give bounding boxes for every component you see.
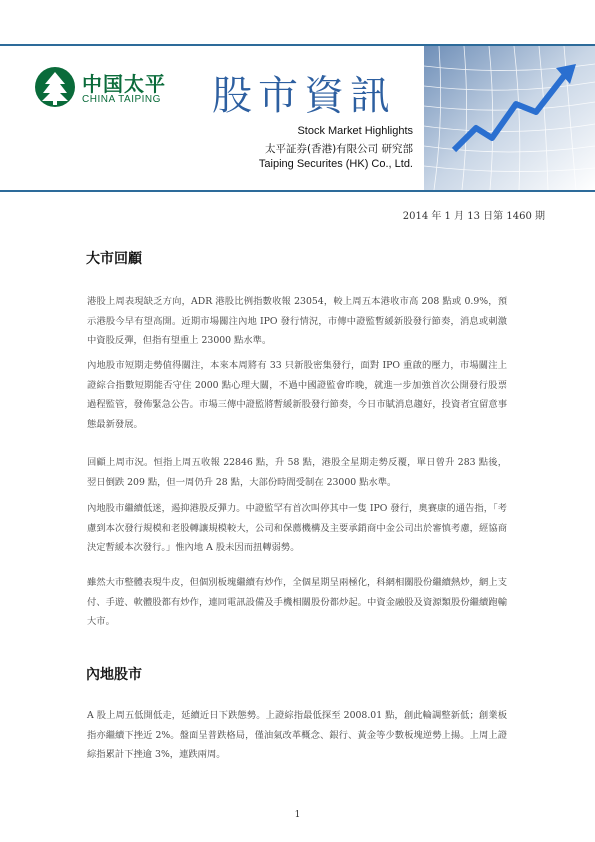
- section-heading: 大市回顧: [86, 251, 142, 267]
- rising-chart-graphic: [424, 46, 595, 190]
- paragraph: 港股上周表現缺乏方向，ADR 港股比例指數收報 23054，較上周五本港收市高 208 點或 0.9%，預示港股今早有望高開。近期市場關注內地 IPO 發行情況，市傳中證監暫緩新股發行節奏，消息或刺激中資股反彈，但指有望重上 23000 點水準。: [87, 296, 507, 347]
- company-logo: [34, 66, 194, 116]
- paragraph: 內地股市繼續低迷，遏抑港股反彈力。中證監罕有首次叫停其中一隻 IPO 發行，奧賽康的通告指，「考慮到本次發行規模和老股轉讓規模較大，公司和保薦機構及主要承銷商中金公司出於審慎考慮，經協商決定暫緩本次發行。」惟內地 A 股未因而扭轉弱勢。: [87, 503, 507, 554]
- issue-date: 2014 年 1 月 13 日第 1460 期: [402, 211, 545, 222]
- section-heading: 內地股市: [86, 667, 142, 683]
- logo-english-name: CHINA TAIPING: [82, 94, 161, 105]
- company-name-english: Taiping Securites (HK) Co., Ltd.: [258, 158, 413, 170]
- paragraph: 雖然大市整體表現牛皮，但個別板塊繼續有炒作，全個星期呈兩極化，科網相關股份繼續熱炒，網上支付、手遊、軟體股都有炒作，連同電訊設備及手機相關股份都炒起。中資金融股及資源類股份繼續跑輸大市。: [87, 577, 507, 628]
- publication-title: 股市資訊: [212, 73, 396, 119]
- paragraph: 回顧上周市況。恒指上周五收報 22846 點，升 58 點，港股全星期走勢反覆，單日曾升 283 點後，翌日倒跌 209 點，但一周仍升 28 點，大部份時間受制在 23000 點水準。: [87, 457, 507, 488]
- logo-chinese-name: 中国太平: [82, 72, 166, 96]
- paragraph: 內地股市短期走勢值得關注，本來本周將有 33 只新股密集發行，面對 IPO 重啟的壓力，市場關注上證綜合指數短期能否守住 2000 點心理大關，不過中國證監會昨晚，就進一步加強首次公開發行股票過程監管，發佈緊急公告。市場三傳中證監將暫緩新股發行節奏，今日市賦消息趨好，投資者宜留意事態最新發展。: [87, 360, 507, 430]
- page-number: 1: [294, 810, 301, 820]
- pine-tree-logo-icon: [34, 66, 76, 108]
- subtitle-english: Stock Market Highlights: [297, 125, 413, 137]
- header-bottom-rule: [0, 190, 595, 192]
- company-name-chinese: 太平証券(香港)有限公司 研究部: [264, 143, 413, 155]
- paragraph: A 股上周五低開低走，延續近日下跌態勢。上證綜指最低探至 2008.01 點，創此輪調整新低；創業板指亦繼續下挫近 2%。盤面呈普跌格局，僅油氣改革概念、銀行、黃金等少數板塊逆勢上揚。上周上證綜指累計下挫逾 3%，連跌兩周。: [87, 710, 507, 761]
